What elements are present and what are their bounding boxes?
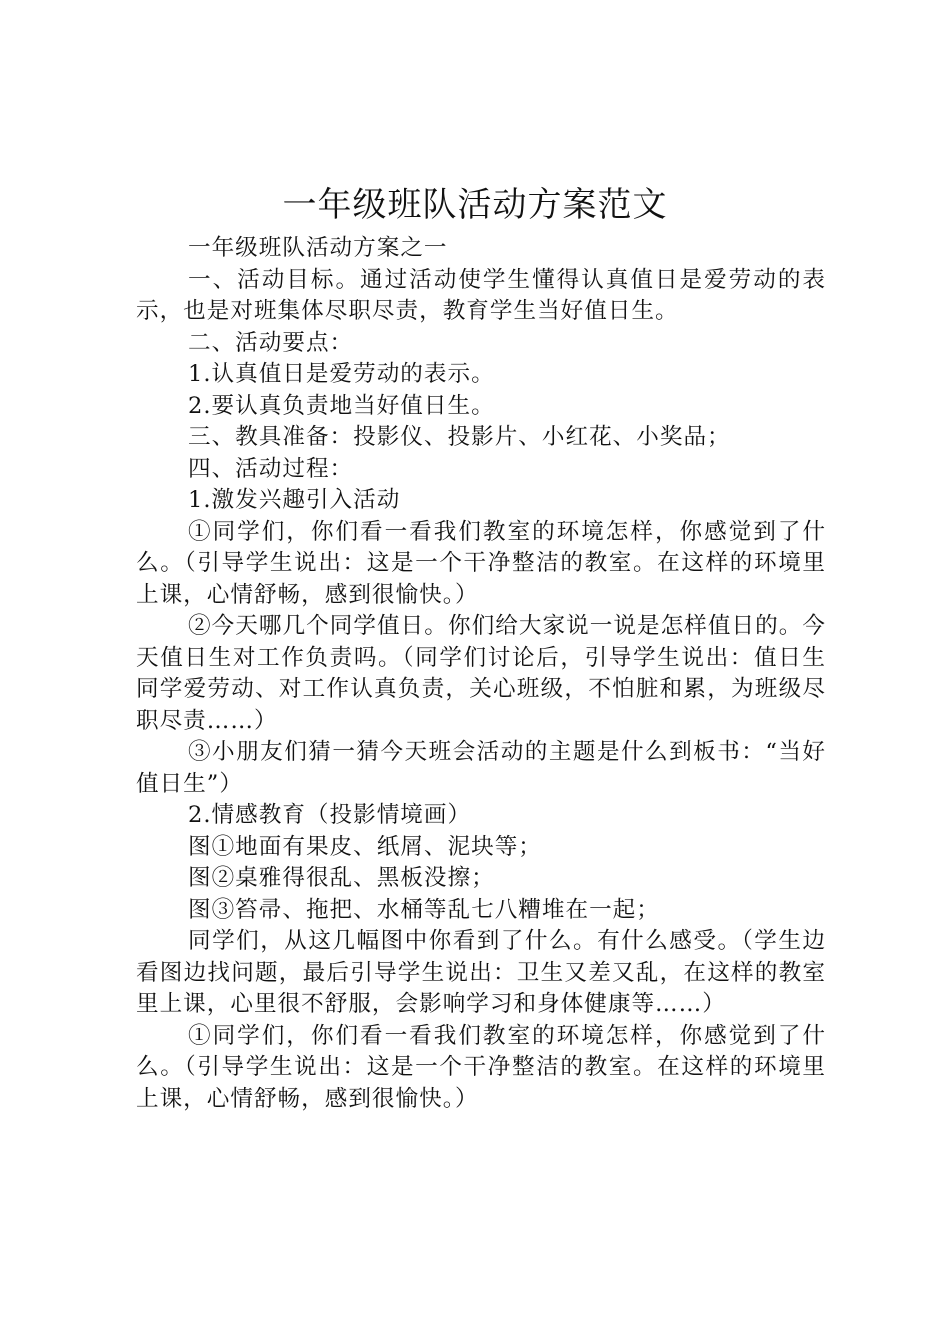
paragraph-repeat-item-1: ①同学们，你们看一看我们教室的环境怎样，你感觉到了什么。（引导学生说出：这是一个干净整洁的教室。在这样的环境里上课，心情舒畅，感到很愉快。） [136,1022,826,1112]
paragraph-process-heading: 四、活动过程： [188,455,354,482]
paragraph-picture-2: 图②桌雅得很乱、黑板没擦； [188,865,495,891]
paragraph-activity-goal: 一、活动目标。通过活动使学生懂得认真值日是爱劳动的表示，也是对班集体尽职尽责，教育学生当好值日生。 [136,266,826,324]
paragraph-step-1-item-2: ②今天哪几个同学值日。你们给大家说一说是怎样值日的。今天值日生对工作负责吗。（同学们讨论后，引导学生说出：值日生同学爱劳动、对工作认真负责，关心班级，不怕脏和累，为班级尽职尽责……） [136,613,826,734]
paragraph-discussion: 同学们，从这几幅图中你看到了什么。有什么感受。（学生边看图边找问题，最后引导学生说出：卫生又差又乱，在这样的教室里上课，心里很不舒服，会影响学习和身体健康等……） [136,928,826,1017]
paragraph-key-point-2: 2.要认真负责地当好值日生。 [188,392,495,419]
paragraph-picture-1: 图①地面有果皮、纸屑、泥块等； [188,833,542,860]
paragraph-materials: 三、教具准备：投影仪、投影片、小红花、小奖品； [188,424,731,450]
paragraph-plan-heading: 一年级班队活动方案之一 [188,235,448,261]
paragraph-key-point-1: 1.认真值日是爱劳动的表示。 [188,361,495,387]
paragraph-picture-3: 图③笞帚、拖把、水桶等乱七八糟堆在一起； [188,896,660,923]
paragraph-key-points-heading: 二、活动要点： [188,329,354,356]
document-title: 一年级班队活动方案范文 [282,185,668,225]
paragraph-step-1-item-3: ③小朋友们猜一猜今天班会活动的主题是什么到板书：“当好值日生”） [136,739,826,797]
paragraph-step-1-item-1: ①同学们，你们看一看我们教室的环境怎样，你感觉到了什么。（引导学生说出：这是一个干净整洁的教室。在这样的环境里上课，心情舒畅，感到很愉快。） [136,518,826,608]
paragraph-step-2-heading: 2.情感教育（投影情境画） [188,802,472,828]
document-body [136,233,826,1115]
paragraph-step-1-heading: 1.激发兴趣引入活动 [188,487,401,513]
